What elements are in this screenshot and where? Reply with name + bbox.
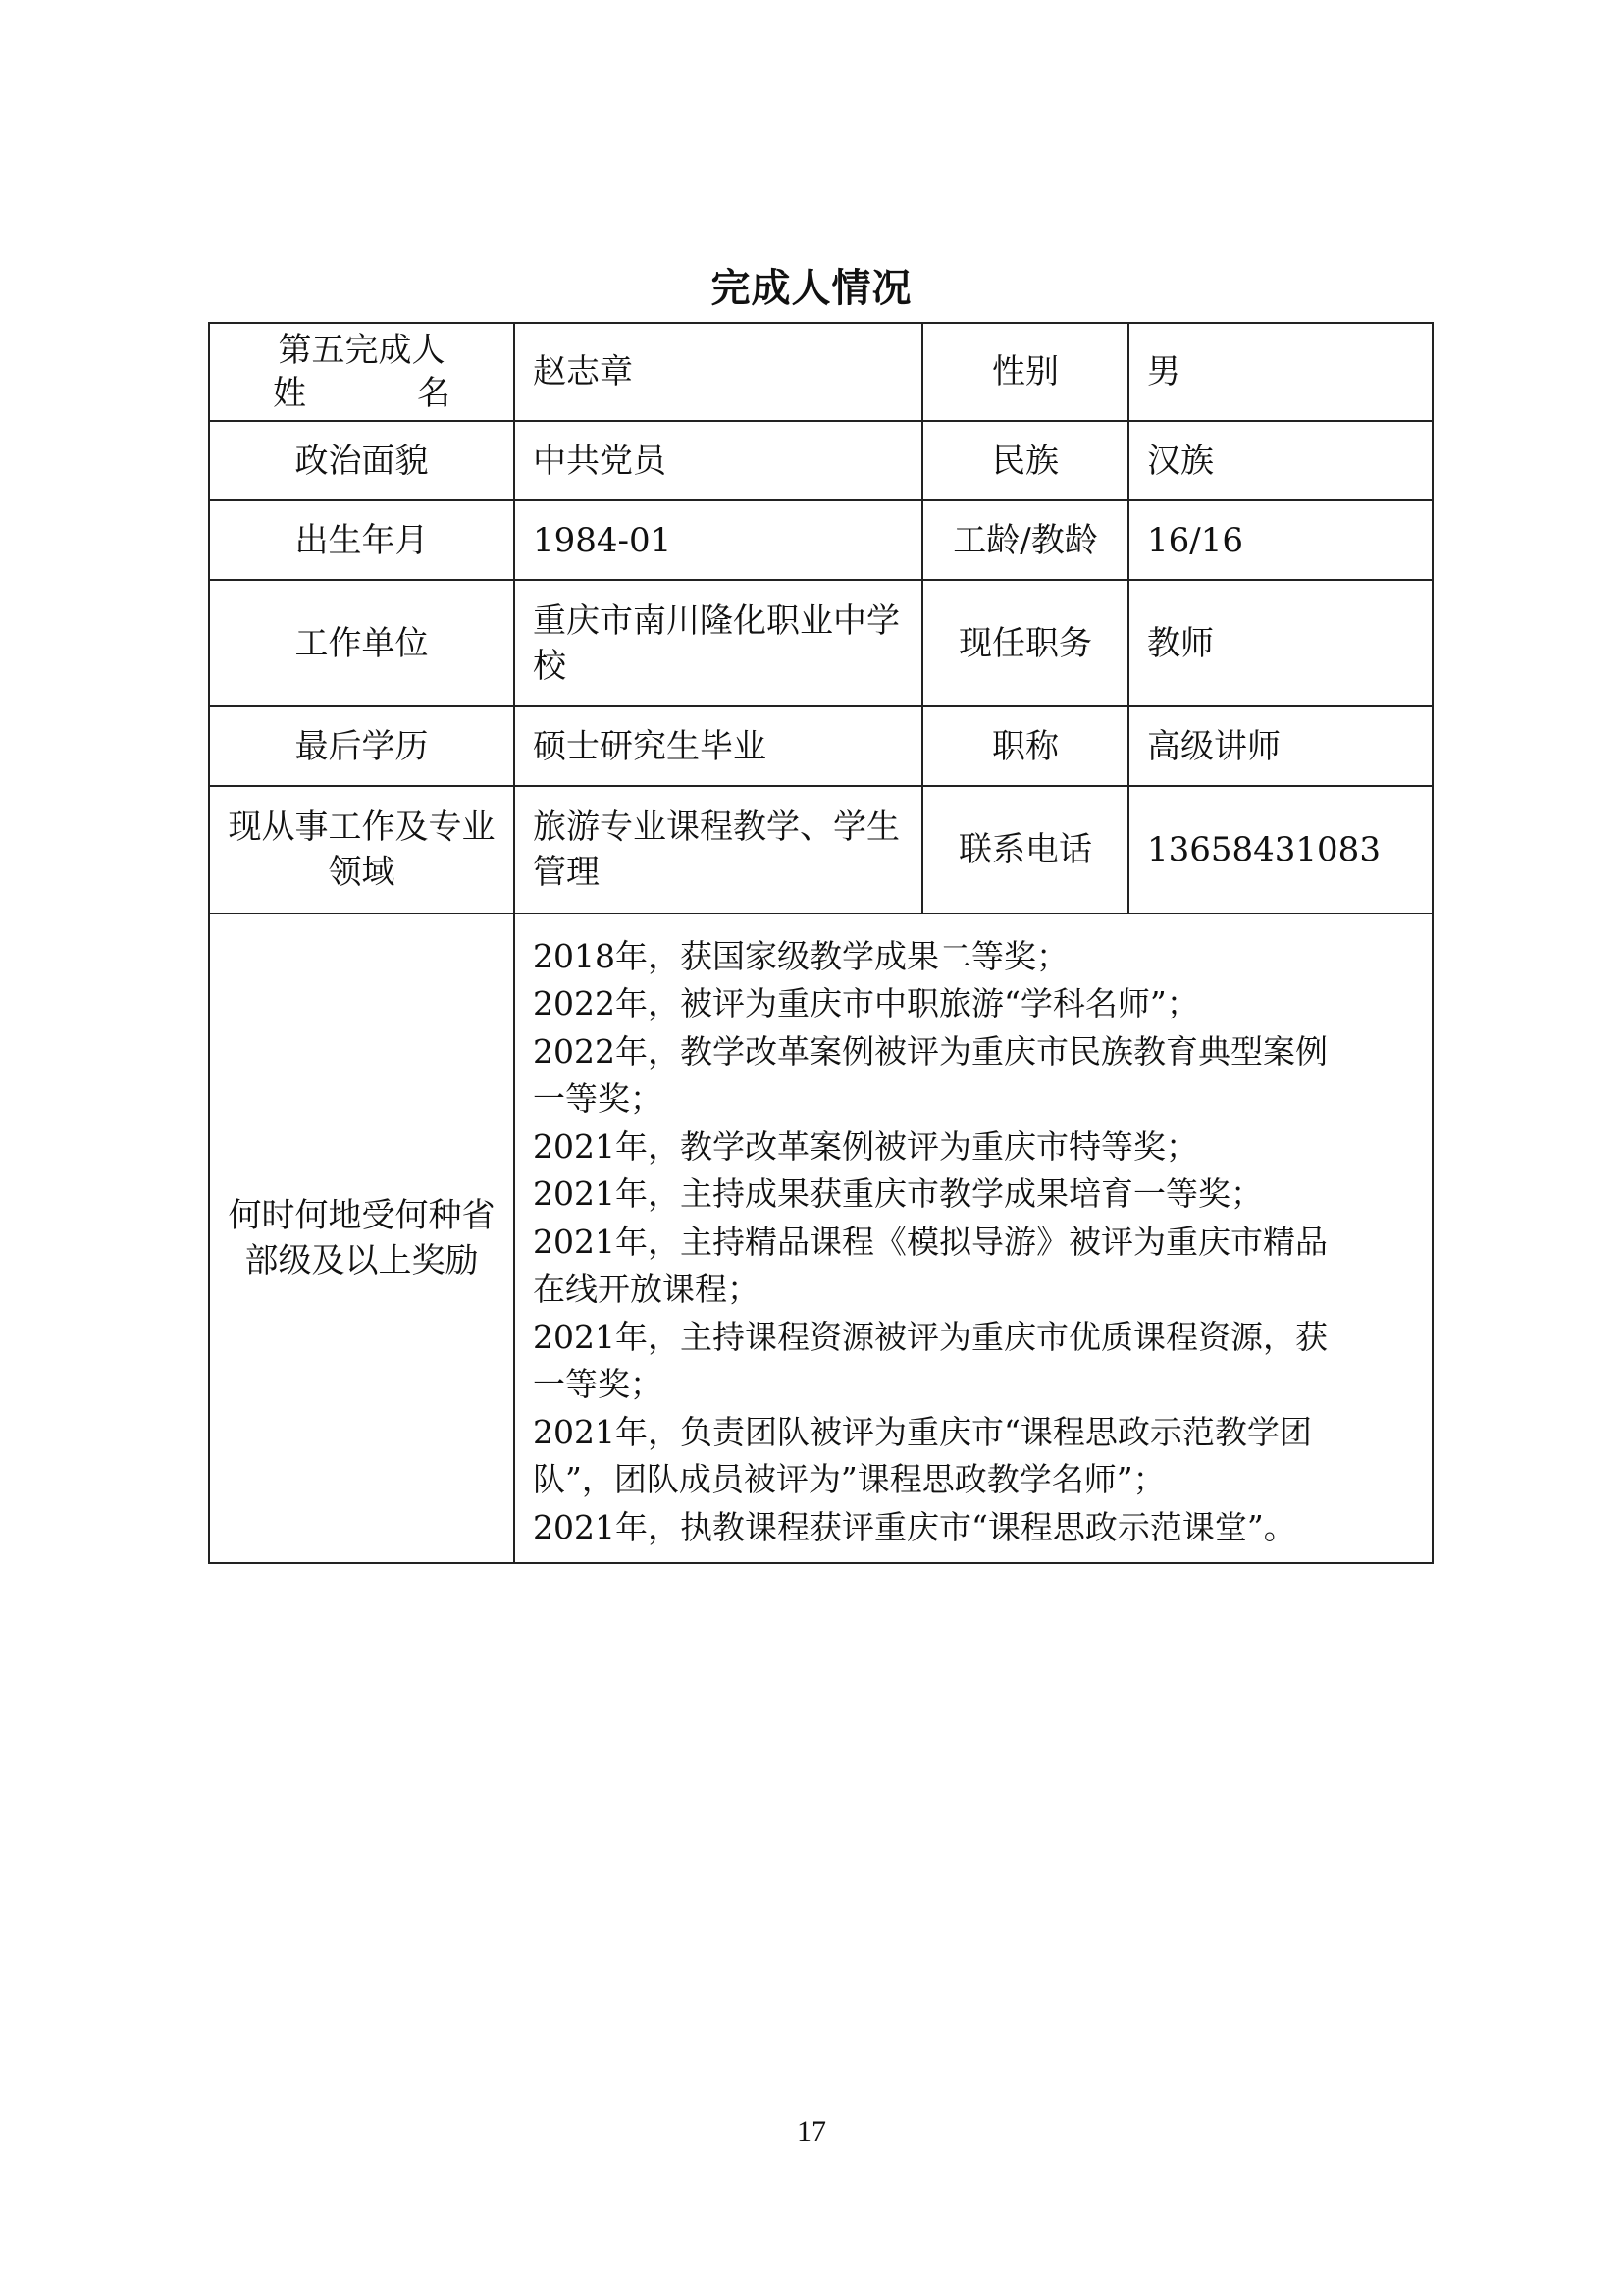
table-row <box>209 323 1433 421</box>
position-value: 教师 <box>1128 580 1433 706</box>
name-value: 赵志章 <box>514 323 922 421</box>
award-line: 2021年，负责团队被评为重庆市“课程思政示范教学团 <box>533 1412 1312 1451</box>
award-line: 2021年，主持精品课程《模拟导游》被评为重庆市精品 <box>533 1222 1328 1261</box>
education-label: 最后学历 <box>209 706 514 786</box>
award-line: 2021年，执教课程获评重庆市“课程思政示范课堂”。 <box>533 1507 1296 1546</box>
gender-value: 男 <box>1128 323 1433 421</box>
awards-list <box>514 913 1433 1563</box>
award-line: 队”，团队成员被评为”课程思政教学名师”； <box>533 1460 1166 1499</box>
field-label: 现从事工作及专业领域 <box>209 786 514 913</box>
page-number: 17 <box>797 2115 826 2148</box>
awards-label: 何时何地受何种省部级及以上奖励 <box>209 913 514 1563</box>
political-value: 中共党员 <box>514 421 922 500</box>
political-label: 政治面貌 <box>209 421 514 500</box>
table-row <box>209 500 1433 580</box>
field-value: 旅游专业课程教学、学生管理 <box>514 786 922 913</box>
award-line: 2021年，教学改革案例被评为重庆市特等奖； <box>533 1126 1198 1166</box>
award-line: 一等奖； <box>533 1365 662 1404</box>
employer-label: 工作单位 <box>209 580 514 706</box>
table-row <box>209 580 1433 706</box>
ethnicity-label: 民族 <box>922 421 1128 500</box>
name-label-char1: 姓 <box>273 374 306 413</box>
table-row <box>209 913 1433 1563</box>
phone-label: 联系电话 <box>922 786 1128 913</box>
table-row <box>209 786 1433 913</box>
page-title: 完成人情况 <box>710 266 913 311</box>
name-label-char2: 名 <box>417 374 450 413</box>
birth-value: 1984-01 <box>514 500 922 580</box>
award-line: 2021年，主持成果获重庆市教学成果培育一等奖； <box>533 1174 1263 1214</box>
title-rank-label: 职称 <box>922 706 1128 786</box>
award-line: 一等奖； <box>533 1079 662 1119</box>
award-line: 2022年，被评为重庆市中职旅游“学科名师”； <box>533 984 1199 1023</box>
table-row <box>209 706 1433 786</box>
seniority-label: 工龄/教龄 <box>922 500 1128 580</box>
award-line: 在线开放课程； <box>533 1270 759 1309</box>
name-label-cell <box>209 323 514 421</box>
phone-value: 13658431083 <box>1128 786 1433 913</box>
employer-value: 重庆市南川隆化职业中学校 <box>514 580 922 706</box>
award-line: 2022年，教学改革案例被评为重庆市民族教育典型案例 <box>533 1031 1328 1070</box>
contributor-info-table <box>208 322 1434 1564</box>
table-row <box>209 421 1433 500</box>
name-label-line1: 第五完成人 <box>278 331 445 370</box>
education-value: 硕士研究生毕业 <box>514 706 922 786</box>
award-line: 2018年，获国家级教学成果二等奖； <box>533 936 1069 975</box>
position-label: 现任职务 <box>922 580 1128 706</box>
ethnicity-value: 汉族 <box>1128 421 1433 500</box>
birth-label: 出生年月 <box>209 500 514 580</box>
title-rank-value: 高级讲师 <box>1128 706 1433 786</box>
award-line: 2021年，主持课程资源被评为重庆市优质课程资源，获 <box>533 1317 1328 1356</box>
seniority-value: 16/16 <box>1128 500 1433 580</box>
gender-label: 性别 <box>922 323 1128 421</box>
